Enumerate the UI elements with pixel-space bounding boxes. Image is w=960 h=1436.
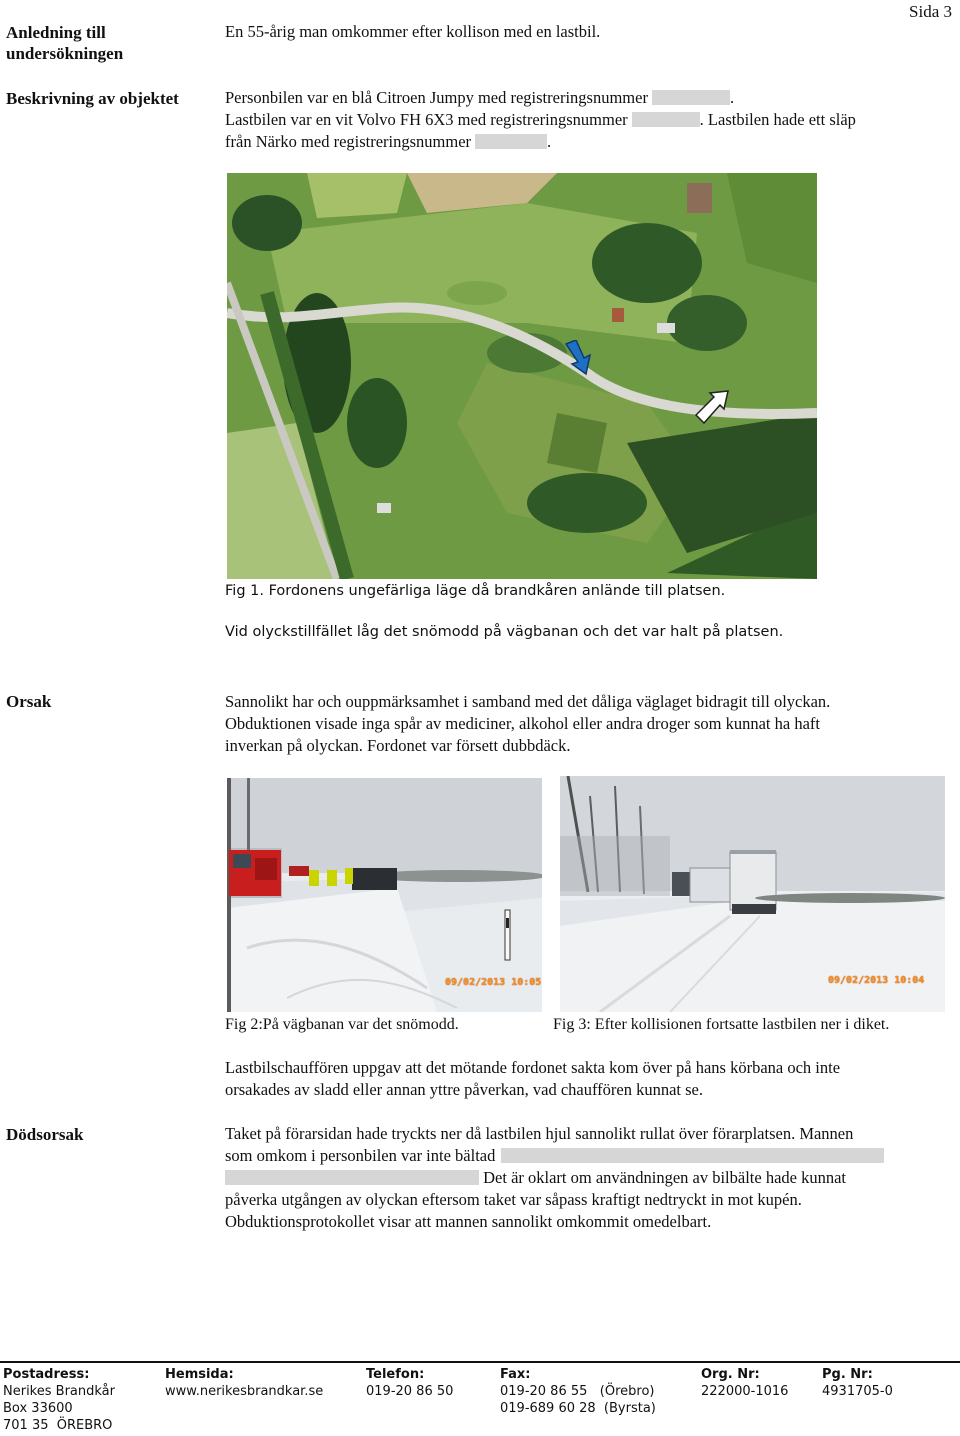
- fig3-photo: [560, 776, 945, 1012]
- orsak-text: Sannolikt har och ouppmärksamhet i samband med det dåliga väglaget bidragit till olyckan. Obduktionen visade inga spår av mediciner, alkohol eller andra droger som kunnat ha haft inverkan på olyckan. Fordonet var försett dubbdäck.: [225, 692, 831, 755]
- fig1-caption: Fig 1. Fordonens ungefärliga läge då brandkåren anlände till platsen.: [225, 583, 726, 599]
- fig2-photo: [227, 778, 542, 1012]
- label-anledning: Anledning till undersökningen: [6, 23, 124, 63]
- redaction-box: [652, 90, 730, 105]
- page-number: Sida 3: [909, 2, 952, 21]
- white-arrow-icon: [694, 389, 732, 425]
- fig3-caption: Fig 3: Efter kollisionen fortsatte lastbilen ner i diket.: [553, 1016, 890, 1033]
- label-beskrivning: Beskrivning av objektet: [6, 89, 179, 108]
- label-dodsorsak: Dödsorsak: [6, 1125, 84, 1144]
- footer-divider: [0, 1361, 960, 1363]
- website-link[interactable]: www.nerikesbrandkar.se: [165, 1384, 324, 1399]
- fig2-datestamp: 09/02/2013 10:05: [445, 977, 542, 988]
- blue-arrow-icon: [562, 340, 596, 376]
- dodsorsak-text: Taket på förarsidan hade tryckts ner då lastbilen hjul sannolikt rullat över förarplatsen. Mannen som omkom i personbilen var inte bältad Det är oklart om användningen av bilbälte hade kunnat påverka utgången av olyckan eftersom taket var såpass kraftigt nedtryckt in mot kupén. Obduktionsprotokollet visar att mannen sannolikt omkommit omedelbart.: [225, 1123, 884, 1233]
- footer-hemsida: Hemsida: www.nerikesbrandkar.se: [165, 1367, 324, 1399]
- fig3-datestamp: 09/02/2013 10:04: [828, 975, 925, 986]
- fig1-note: Vid olyckstillfället låg det snömodd på vägbanan och det var halt på platsen.: [225, 624, 784, 640]
- anledning-text: En 55-årig man omkommer efter kollison med en lastbil.: [225, 22, 601, 41]
- footer-telefon: Telefon: 019-20 86 50: [366, 1367, 454, 1399]
- label-orsak: Orsak: [6, 692, 52, 711]
- footer-orgnr: Org. Nr: 222000-1016: [701, 1367, 789, 1399]
- aerial-photo: [227, 173, 817, 579]
- redaction-box: [225, 1170, 479, 1185]
- footer-pgnr: Pg. Nr: 4931705-0: [822, 1367, 893, 1399]
- fig2-caption: Fig 2:På vägbanan var det snömodd.: [225, 1016, 459, 1033]
- chauffor-text: Lastbilschauffören uppgav att det mötande fordonet sakta kom över på hans körbana och inte orsakades av sladd eller annan yttre påverkan, vad chauffören kunnat se.: [225, 1058, 841, 1099]
- footer-postadress: Postadress: Nerikes Brandkår Box 33600 701 35 ÖREBRO: [3, 1367, 115, 1433]
- footer-fax: Fax: 019-20 86 55 (Örebro) 019-689 60 28 (Byrsta): [500, 1367, 656, 1416]
- redaction-box: [501, 1148, 884, 1163]
- beskrivning-text: Personbilen var en blå Citroen Jumpy med registreringsnummer . Lastbilen var en vit Volvo FH 6X3 med registreringsnummer . Lastbilen hade ett släp från Närko med registreringsnummer .: [225, 88, 856, 151]
- redaction-box: [632, 112, 700, 127]
- redaction-box: [475, 134, 547, 149]
